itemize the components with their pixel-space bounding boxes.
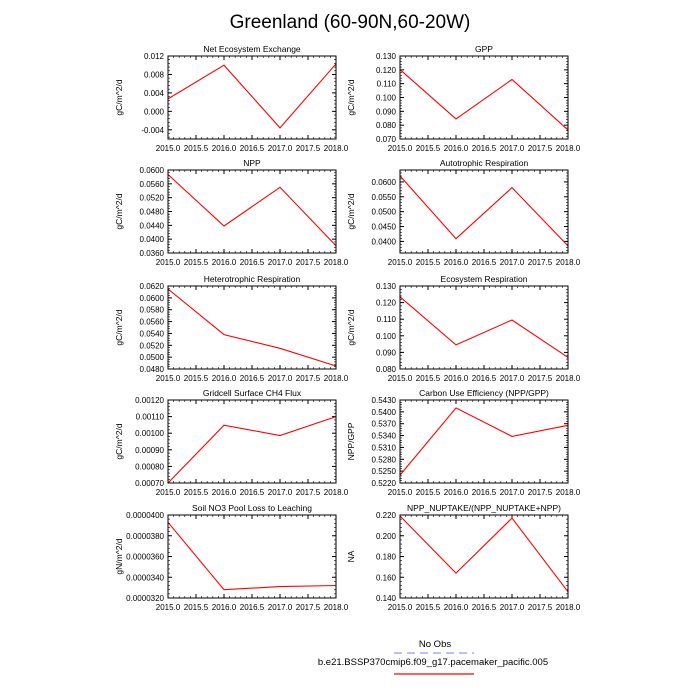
plot-frame — [168, 286, 336, 369]
panel-title: NPP_NUPTAKE/(NPP_NUPTAKE+NPP) — [407, 503, 561, 513]
y-tick-label: 0.5370 — [371, 419, 396, 429]
y-tick-label: 0.200 — [375, 531, 396, 541]
y-tick-label: 0.180 — [375, 552, 396, 562]
panel — [346, 503, 581, 612]
y-tick-label: 0.070 — [375, 135, 396, 144]
x-tick-label: 2018.0 — [323, 603, 349, 612]
plot-frame — [168, 56, 336, 139]
panel-title: NPP — [243, 158, 261, 168]
series-line — [168, 64, 336, 128]
y-tick-label: 0.140 — [375, 594, 396, 603]
y-tick-label: 0.5310 — [371, 443, 396, 453]
x-tick-label: 2018.0 — [555, 374, 581, 383]
y-tick-label: 0.008 — [143, 70, 164, 80]
series-line — [168, 175, 336, 246]
y-tick-label: 0.0600 — [139, 166, 164, 175]
y-tick-label: 0.160 — [375, 573, 396, 583]
x-tick-label: 2015.0 — [155, 603, 181, 612]
x-tick-label: 2016.5 — [471, 144, 497, 153]
y-axis-label: gC/m^2/d — [346, 79, 356, 116]
y-tick-label: 0.080 — [375, 121, 396, 131]
y-tick-label: 0.0550 — [371, 192, 396, 202]
y-tick-label: 0.0500 — [371, 207, 396, 217]
panel — [114, 44, 349, 153]
x-tick-label: 2015.5 — [415, 144, 441, 153]
x-tick-label: 2016.5 — [239, 144, 265, 153]
panel-title: Ecosystem Respiration — [440, 274, 528, 284]
y-tick-label: 0.00070 — [135, 479, 164, 488]
y-tick-label: 0.0000400 — [126, 511, 164, 520]
series-line — [168, 522, 336, 589]
x-tick-label: 2015.5 — [183, 144, 209, 153]
y-tick-label: 0.0440 — [139, 221, 164, 231]
x-tick-label: 2015.0 — [155, 374, 181, 383]
y-tick-label: 0.0520 — [139, 341, 164, 351]
y-tick-label: 0.0000320 — [126, 594, 164, 603]
x-tick-label: 2016.0 — [443, 258, 469, 267]
y-tick-label: 0.5400 — [371, 407, 396, 417]
x-tick-label: 2016.5 — [239, 488, 265, 497]
plot-frame — [400, 515, 568, 598]
y-tick-label: 0.5340 — [371, 431, 396, 441]
y-tick-label: 0.0520 — [139, 193, 164, 203]
y-tick-label: 0.5430 — [371, 396, 396, 405]
x-tick-label: 2015.0 — [387, 374, 413, 383]
y-tick-label: 0.0560 — [139, 317, 164, 327]
y-tick-label: 0.110 — [376, 79, 396, 89]
plot-frame — [168, 170, 336, 253]
y-axis-label: gN/m^2/d — [114, 538, 124, 575]
y-tick-label: 0.130 — [375, 52, 396, 61]
x-tick-label: 2017.5 — [527, 603, 553, 612]
y-tick-label: 0.0000360 — [126, 552, 164, 562]
panel — [346, 158, 581, 267]
y-tick-label: 0.0000380 — [126, 531, 164, 541]
y-tick-label: 0.0600 — [139, 293, 164, 303]
y-axis-label: NPP/GPP — [346, 422, 356, 461]
x-tick-label: 2017.0 — [267, 603, 293, 612]
panel — [114, 158, 349, 267]
x-tick-label: 2018.0 — [323, 144, 349, 153]
y-tick-label: 0.00090 — [135, 445, 164, 455]
y-tick-label: 0.0400 — [139, 235, 164, 245]
x-tick-label: 2015.0 — [155, 258, 181, 267]
plot-frame — [400, 400, 568, 483]
x-tick-label: 2015.5 — [415, 258, 441, 267]
y-tick-label: 0.5220 — [371, 479, 396, 488]
x-tick-label: 2017.5 — [527, 144, 553, 153]
x-tick-label: 2016.5 — [239, 258, 265, 267]
x-tick-label: 2017.0 — [499, 144, 525, 153]
y-axis-label: gC/m^2/d — [114, 193, 124, 230]
y-tick-label: 0.0450 — [371, 222, 396, 232]
x-tick-label: 2018.0 — [555, 144, 581, 153]
panel — [114, 274, 349, 383]
y-tick-label: 0.0500 — [139, 353, 164, 363]
x-tick-label: 2017.5 — [295, 144, 321, 153]
panel — [114, 388, 349, 497]
x-tick-label: 2015.5 — [183, 488, 209, 497]
x-tick-label: 2015.0 — [387, 144, 413, 153]
series-line — [400, 408, 568, 475]
plot-frame — [400, 170, 568, 253]
y-tick-label: 0.090 — [375, 107, 396, 117]
panel — [346, 44, 581, 153]
x-tick-label: 2017.0 — [499, 258, 525, 267]
x-tick-label: 2016.5 — [239, 374, 265, 383]
x-tick-label: 2015.0 — [387, 603, 413, 612]
x-tick-label: 2017.0 — [267, 488, 293, 497]
x-tick-label: 2016.0 — [211, 144, 237, 153]
y-tick-label: 0.00100 — [135, 429, 164, 439]
x-tick-label: 2017.5 — [527, 374, 553, 383]
panel-title: GPP — [475, 44, 493, 54]
y-tick-label: 0.100 — [375, 93, 396, 103]
y-tick-label: 0.0480 — [139, 365, 164, 374]
x-tick-label: 2017.0 — [499, 488, 525, 497]
series-line — [168, 417, 336, 483]
x-tick-label: 2018.0 — [323, 374, 349, 383]
y-tick-label: 0.0620 — [139, 282, 164, 291]
x-tick-label: 2016.5 — [239, 603, 265, 612]
x-tick-label: 2015.5 — [415, 488, 441, 497]
y-tick-label: 0.0400 — [371, 237, 396, 247]
x-tick-label: 2017.5 — [295, 603, 321, 612]
series-line — [400, 176, 568, 246]
x-tick-label: 2015.0 — [155, 488, 181, 497]
y-axis-label: gC/m^2/d — [114, 309, 124, 346]
y-tick-label: 0.004 — [143, 88, 164, 98]
y-tick-label: 0.0540 — [139, 329, 164, 339]
y-axis-label: NA — [346, 550, 356, 563]
x-tick-label: 2016.5 — [471, 374, 497, 383]
y-tick-label: 0.0600 — [371, 177, 396, 187]
y-axis-label: gC/m^2/d — [114, 423, 124, 460]
legend — [318, 639, 548, 674]
y-tick-label: 0.120 — [375, 65, 396, 75]
legend-case-label: b.e21.BSSP370cmip6.f09_g17.pacemaker_pacific.005 — [317, 657, 549, 668]
panel — [346, 388, 581, 497]
y-tick-label: 0.120 — [375, 298, 396, 308]
panel-title: Autotrophic Respiration — [439, 158, 529, 168]
y-tick-label: 0.0000340 — [126, 573, 164, 583]
y-tick-label: 0.000 — [143, 107, 164, 117]
x-tick-label: 2018.0 — [323, 488, 349, 497]
y-tick-label: -0.004 — [141, 125, 164, 135]
x-tick-label: 2017.5 — [527, 258, 553, 267]
x-tick-label: 2016.5 — [471, 488, 497, 497]
plot-frame — [168, 400, 336, 483]
x-tick-label: 2015.5 — [183, 374, 209, 383]
x-tick-label: 2017.5 — [295, 488, 321, 497]
series-line — [400, 516, 568, 592]
y-tick-label: 0.0480 — [139, 207, 164, 217]
x-tick-label: 2017.5 — [295, 258, 321, 267]
panels — [114, 44, 581, 612]
x-tick-label: 2017.0 — [499, 374, 525, 383]
y-tick-label: 0.130 — [375, 282, 396, 291]
y-tick-label: 0.0360 — [139, 249, 164, 258]
panel — [346, 274, 581, 383]
panel-title: Carbon Use Efficiency (NPP/GPP) — [419, 388, 549, 398]
y-tick-label: 0.5250 — [371, 467, 396, 477]
x-tick-label: 2015.5 — [183, 258, 209, 267]
y-tick-label: 0.220 — [375, 511, 396, 520]
x-tick-label: 2018.0 — [555, 603, 581, 612]
y-tick-label: 0.00080 — [135, 462, 164, 472]
panel-title: Heterotrophic Respiration — [203, 274, 301, 284]
x-tick-label: 2016.0 — [443, 488, 469, 497]
series-line — [400, 297, 568, 358]
panel — [114, 503, 349, 612]
x-tick-label: 2015.0 — [387, 488, 413, 497]
y-tick-label: 0.0560 — [139, 179, 164, 189]
x-tick-label: 2018.0 — [323, 258, 349, 267]
x-tick-label: 2015.5 — [415, 374, 441, 383]
x-tick-label: 2017.0 — [267, 374, 293, 383]
x-tick-label: 2016.0 — [443, 374, 469, 383]
legend-obs-label: No Obs — [418, 639, 452, 650]
plot-frame — [400, 56, 568, 139]
x-tick-label: 2015.5 — [183, 603, 209, 612]
panel-title: Net Ecosystem Exchange — [203, 44, 301, 54]
x-tick-label: 2015.0 — [155, 144, 181, 153]
x-tick-label: 2018.0 — [555, 488, 581, 497]
panel-title: Gridcell Surface CH4 Flux — [202, 388, 302, 398]
y-tick-label: 0.5280 — [371, 455, 396, 465]
y-tick-label: 0.00110 — [135, 412, 164, 422]
x-tick-label: 2017.0 — [267, 258, 293, 267]
y-axis-label: gC/m^2/d — [346, 309, 356, 346]
x-tick-label: 2016.5 — [471, 603, 497, 612]
y-axis-label: gC/m^2/d — [114, 79, 124, 116]
x-tick-label: 2017.5 — [527, 488, 553, 497]
x-tick-label: 2017.0 — [267, 144, 293, 153]
x-tick-label: 2016.0 — [211, 488, 237, 497]
y-tick-label: 0.110 — [376, 315, 396, 325]
y-tick-label: 0.090 — [375, 348, 396, 358]
x-tick-label: 2017.0 — [499, 603, 525, 612]
x-tick-label: 2015.5 — [415, 603, 441, 612]
y-axis-label: gC/m^2/d — [346, 193, 356, 230]
y-tick-label: 0.00120 — [135, 396, 164, 405]
x-tick-label: 2016.0 — [211, 603, 237, 612]
series-line — [168, 289, 336, 366]
figure-title: Greenland (60-90N,60-20W) — [229, 12, 471, 33]
y-tick-label: 0.100 — [375, 331, 396, 341]
x-tick-label: 2016.0 — [443, 603, 469, 612]
x-tick-label: 2017.5 — [295, 374, 321, 383]
x-tick-label: 2016.0 — [443, 144, 469, 153]
x-tick-label: 2016.0 — [211, 374, 237, 383]
x-tick-label: 2016.5 — [471, 258, 497, 267]
x-tick-label: 2015.0 — [387, 258, 413, 267]
y-tick-label: 0.0580 — [139, 305, 164, 315]
y-tick-label: 0.012 — [143, 52, 164, 61]
series-line — [400, 70, 568, 130]
panel-title: Soil NO3 Pool Loss to Leaching — [191, 503, 313, 513]
x-tick-label: 2016.0 — [211, 258, 237, 267]
y-tick-label: 0.080 — [375, 365, 396, 374]
plot-frame — [400, 286, 568, 369]
x-tick-label: 2018.0 — [555, 258, 581, 267]
